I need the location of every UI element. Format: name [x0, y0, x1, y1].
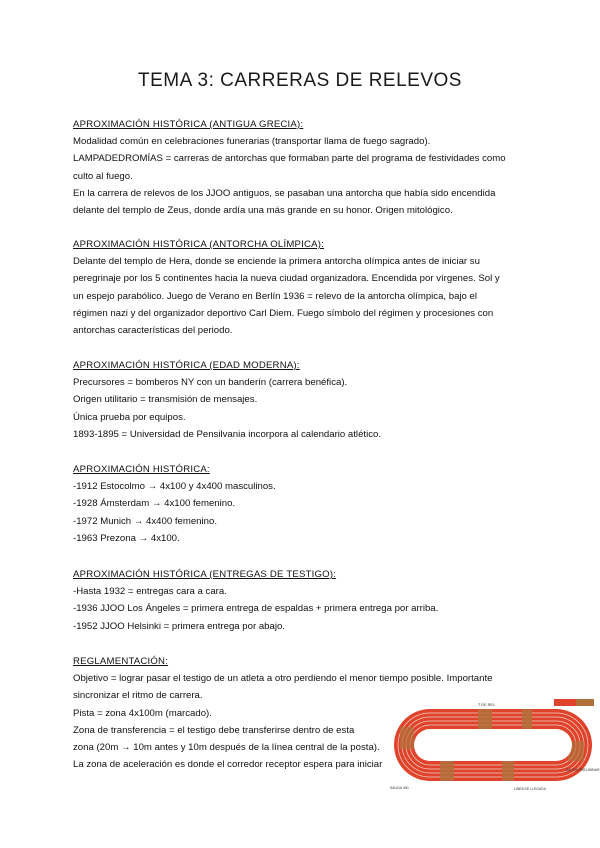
transfer-zone — [522, 709, 532, 729]
section-heading: APROXIMACIÓN HISTÓRICA: — [73, 464, 210, 475]
section-entregas-testigo — [73, 566, 533, 635]
paragraph-line: En la carrera de relevos de los JJOO antiguos, se pasaban una antorcha que había sido encendida — [73, 187, 496, 199]
relay-track-illustration — [382, 697, 600, 793]
infield — [414, 729, 572, 761]
section-heading: APROXIMACIÓN HISTÓRICA (ANTORCHA OLÍMPICA): — [73, 239, 324, 250]
list-item: -1963 Prezona → 4x100. — [73, 532, 180, 544]
paragraph-line: Única prueba por equipos. — [73, 411, 186, 423]
transfer-zone — [400, 727, 414, 749]
paragraph-line: Precursores = bomberos NY con un banderín (carrera benéfica). — [73, 377, 348, 389]
list-item: -1928 Ámsterdam → 4x100 femenino. — [73, 498, 236, 510]
section-edad-moderna — [73, 357, 533, 443]
paragraph-line: Objetivo = lograr pasar el testigo de un atleta a otro perdiendo el menor tiempo posible. Importante — [73, 673, 493, 685]
paragraph-line: un espejo parabólico. Juego de Verano en Berlín 1936 = relevo de la antorcha olímpica, bajo el — [73, 290, 478, 302]
paragraph-line: peregrinaje por los 5 continentes hacia la nueva ciudad organizadora. Encendida por vírgenes. Sol y — [73, 273, 500, 285]
paragraph-line: régimen nazi y del organizador deportivo Carl Diem. Fuego símbolo del régimen y procesiones con — [73, 307, 494, 319]
list-item: -1912 Estocolmo → 4x100 y 4x400 masculinos. — [73, 481, 276, 493]
paragraph-line: Zona de transferencia = el testigo debe transferirse dentro de esta — [73, 724, 355, 736]
label-top: T DE REL — [478, 703, 496, 707]
paragraph-line: zona (20m → 10m antes y 10m después de la línea central de la posta). — [73, 742, 380, 754]
list-item: -Hasta 1932 = entregas cara a cara. — [73, 586, 227, 598]
paragraph-line: LAMPADEDROMÍAS = carreras de antorchas que formaban parte del programa de festividades como — [73, 153, 506, 165]
list-item: -1972 Munich → 4x400 femenino. — [73, 515, 217, 527]
transfer-zone — [478, 709, 492, 729]
paragraph-line: culto al fuego. — [73, 170, 133, 182]
label-bottom-left: SALIDA 400 — [390, 786, 409, 790]
section-aproximacion-historica — [73, 461, 533, 547]
list-item: -1952 JJOO Helsinki = primera entrega por abajo. — [73, 620, 285, 632]
label-bottom-center: LINEA DE LLEGADA — [514, 787, 546, 791]
section-heading: APROXIMACIÓN HISTÓRICA (ENTREGAS DE TESTIGO): — [73, 569, 337, 580]
transfer-zone — [440, 761, 454, 781]
paragraph-line: Pista = zona 4x100m (marcado). — [73, 707, 212, 719]
paragraph-line: Origen utilitario = transmisión de mensajes. — [73, 394, 258, 406]
paragraph-line: antorchas características del periodo. — [73, 325, 233, 337]
paragraph-line: La zona de aceleración es donde el corredor receptor espera para iniciar — [73, 759, 383, 771]
page-title: TEMA 3: CARRERAS DE RELEVOS — [138, 70, 462, 91]
paragraph-line: sincronizar el ritmo de carrera. — [73, 690, 203, 702]
section-antorcha-olimpica — [73, 236, 533, 339]
section-heading: APROXIMACIÓN HISTÓRICA (ANTIGUA GRECIA): — [73, 119, 304, 130]
paragraph-line: Delante del templo de Hera, donde se enciende la primera antorcha olímpica antes de iniciar su — [73, 256, 480, 268]
section-heading: APROXIMACIÓN HISTÓRICA (EDAD MODERNA): — [73, 360, 300, 371]
paragraph-line: Modalidad común en celebraciones funerarias (transportar llama de fuego sagrado). — [73, 136, 431, 148]
paragraph-line: 1893-1895 = Universidad de Pensilvania incorpora al calendario atlético. — [73, 428, 381, 440]
paragraph-line: delante del templo de Zeus, donde ardía una más grande en su honor. Origen mitológico. — [73, 205, 453, 217]
legend-swatch — [554, 699, 576, 706]
transfer-zone — [502, 761, 514, 781]
label-right: SALIDA PRELIMINAR — [566, 768, 600, 772]
section-antigua-grecia — [73, 116, 533, 219]
list-item: -1936 JJOO Los Ángeles = primera entrega de espaldas + primera entrega por arriba. — [73, 603, 439, 615]
legend-swatch — [576, 699, 594, 706]
section-heading: REGLAMENTACIÓN: — [73, 656, 169, 667]
